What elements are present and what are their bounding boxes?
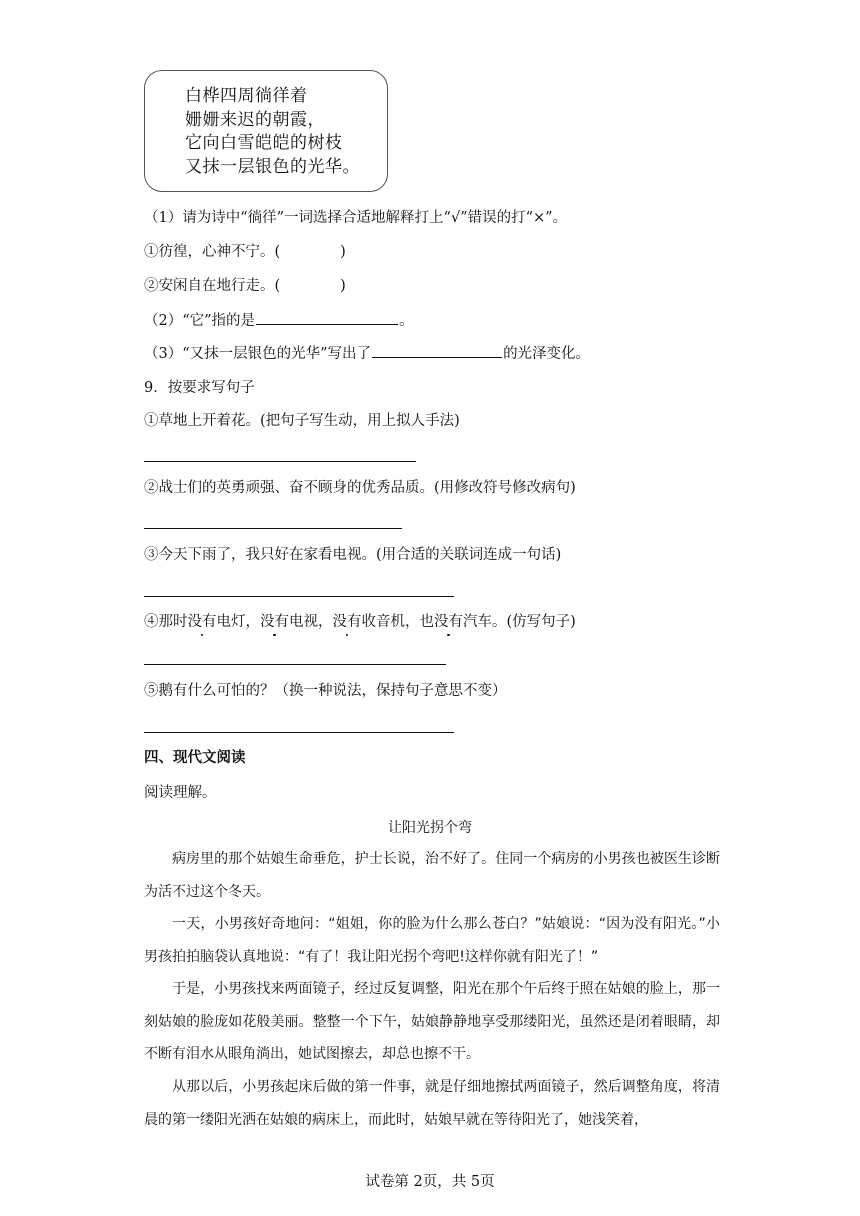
- item4-part: 电灯，: [216, 614, 260, 630]
- q9-item2: ②战士们的英勇顽强、奋不顾身的优秀品质。(用修改符号修改病句): [144, 480, 576, 496]
- poem-line: 姗姗来迟的朝霞，: [185, 109, 325, 130]
- sub3-blank[interactable]: [372, 343, 502, 358]
- option1-text: ①彷徨，心神不宁。(: [144, 244, 281, 260]
- close-paren: ): [340, 244, 346, 260]
- q9-item5: ⑤鹅有什么可怕的？（换一种说法，保持句子意思不变）: [144, 683, 507, 699]
- sub2-prefix: （2）“它”指的是: [144, 313, 256, 329]
- article-paragraph: 于是，小男孩找来两面镜子，经过反复调整，阳光在那个午后终于照在姑娘的脸上，那一刻姑娘的脸庞如花般美丽。整整一个下午，姑娘静静地享受那缕阳光，虽然还是闭着眼睛，却不断有泪水从眼角淌出，她试图擦去，却总也擦不干。: [144, 981, 720, 1062]
- sub2-suffix: 。: [399, 313, 414, 329]
- section-heading: 四、现代文阅读: [144, 750, 246, 766]
- option2-text: ②安闲自在地行走。(: [144, 278, 281, 294]
- q8-option2: [144, 276, 346, 296]
- poem-line: 白桦四周徜徉着: [185, 86, 308, 106]
- sub3-prefix: （3）“又抹一层银色的光华”写出了: [144, 346, 372, 362]
- poem-box: [144, 70, 388, 192]
- article-paragraph: 一天，小男孩好奇地问：“姐姐，你的脸为什么那么苍白？”姑娘说：“因为没有阳光。”小男孩拍拍脑袋认真地说：“有了！我让阳光拐个弯吧!这样你就有阳光了！”: [144, 916, 720, 965]
- q8-sub3: [144, 343, 590, 364]
- emphasized-word: 没有: [187, 614, 217, 630]
- close-paren: ): [340, 278, 346, 294]
- reading-intro: 阅读理解。: [144, 785, 217, 801]
- answer-line-4[interactable]: [144, 664, 446, 665]
- emphasized-word: 没有: [332, 614, 362, 630]
- q9-title: 9．按要求写句子: [144, 380, 255, 396]
- sub3-suffix: 的光泽变化。: [503, 346, 591, 362]
- q9-item1: ①草地上开着花。(把句子写生动，用上拟人手法): [144, 413, 460, 429]
- q8-option1: [144, 242, 346, 262]
- poem-line: 它向白雪皑皑的树枝: [185, 133, 343, 153]
- poem-line: 又抹一层银色的光华。: [185, 156, 360, 177]
- item4-part: 电视，: [289, 614, 333, 630]
- item4-part: 汽车。(仿写句子): [463, 614, 576, 630]
- emphasized-word: 没有: [434, 614, 463, 630]
- q8-sub1: （1）请为诗中“徜徉”一词选择合适地解释打上“√”错误的打“×”。: [144, 210, 568, 226]
- page-footer: 试卷第 2页，共 5页: [365, 1174, 495, 1190]
- item4-part: ④那时: [144, 614, 188, 630]
- article-paragraph: 从那以后，小男孩起床后做的第一件事，就是仔细地擦拭两面镜子，然后调整角度，将清晨的第一缕阳光洒在姑娘的病床上，而此时，姑娘早就在等待阳光了，她浅笑着，: [144, 1079, 720, 1128]
- answer-line-3[interactable]: [144, 596, 454, 597]
- article-paragraph: 病房里的那个姑娘生命垂危，护士长说，治不好了。住同一个病房的小男孩也被医生诊断为活不过这个冬天。: [144, 851, 720, 900]
- item4-part: 收音机，也: [361, 614, 434, 630]
- emphasized-word: 没有: [260, 614, 289, 630]
- answer-line-2[interactable]: [144, 528, 402, 529]
- answer-line-5[interactable]: [144, 732, 454, 733]
- q8-sub2: [144, 310, 414, 331]
- article-title: 让阳光拐个弯: [388, 820, 472, 836]
- q9-item4: [144, 612, 576, 632]
- sub2-blank[interactable]: [256, 310, 398, 325]
- q9-item3: ③今天下雨了，我只好在家看电视。(用合适的关联词连成一句话): [144, 547, 562, 563]
- answer-line-1[interactable]: [144, 461, 416, 462]
